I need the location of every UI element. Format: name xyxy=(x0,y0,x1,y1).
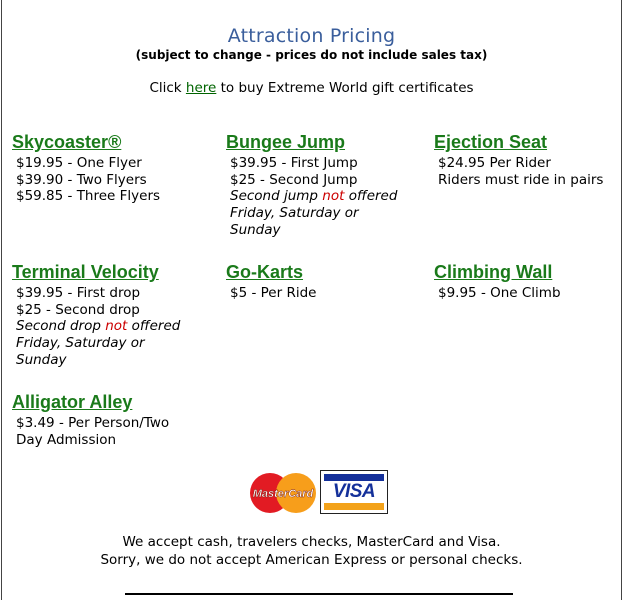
mastercard-logo xyxy=(248,472,318,514)
price-line: $9.95 - One Climb xyxy=(438,285,561,301)
note-text: Second jump xyxy=(230,188,323,205)
attraction-title: Bungee Jump xyxy=(226,132,346,152)
attraction-ejection-seat xyxy=(434,131,620,188)
price-line: $3.49 - Per Person/Two Day Admission xyxy=(16,415,170,448)
visa-blue-band xyxy=(324,474,384,481)
gift-prefix-text: Click xyxy=(149,80,186,96)
attraction-title: Terminal Velocity xyxy=(12,262,159,282)
attraction-title: Climbing Wall xyxy=(434,262,553,282)
restriction-note xyxy=(230,188,408,238)
price-line: $25 - Second Jump xyxy=(230,171,358,188)
attraction-title: Skycoaster® xyxy=(12,132,122,152)
price-line: $59.85 - Three Flyers xyxy=(16,188,161,205)
note-not: not xyxy=(105,318,128,335)
payment-not-accepted-text: Sorry, we do not accept American Express or personal checks. xyxy=(100,552,523,568)
attraction-terminal-velocity xyxy=(12,261,196,369)
visa-logo xyxy=(320,470,388,514)
price-line: $24.95 Per Rider xyxy=(438,155,551,171)
attraction-title: Go-Karts xyxy=(226,262,304,282)
mastercard-wordmark: MasterCard xyxy=(252,488,314,500)
note-text: offered Friday, Saturday or Sunday xyxy=(230,188,398,238)
payment-info xyxy=(0,533,623,569)
price-line: $39.90 - Two Flyers xyxy=(16,171,147,188)
note-text: Second drop xyxy=(16,318,106,335)
attraction-bungee-jump xyxy=(226,131,408,239)
attraction-go-karts xyxy=(226,261,408,302)
visa-wordmark: VISA xyxy=(332,481,376,502)
attraction-title: Alligator Alley xyxy=(12,392,133,412)
page-subtitle: (subject to change - prices do not include sales tax) xyxy=(135,48,488,62)
visa-gold-band xyxy=(324,503,384,510)
payment-accepted-text: We accept cash, travelers checks, MasterCard and Visa. xyxy=(122,534,501,550)
price-line: $5 - Per Ride xyxy=(230,285,317,301)
attraction-title: Ejection Seat xyxy=(434,132,548,152)
page-title: Attraction Pricing xyxy=(227,25,396,47)
restriction-note xyxy=(16,318,196,368)
price-line: $39.95 - First Jump xyxy=(230,155,358,171)
price-line: $19.95 - One Flyer xyxy=(16,155,142,171)
gift-suffix-text: to buy Extreme World gift certificates xyxy=(216,80,474,96)
gift-certificate-line xyxy=(0,80,623,96)
attraction-skycoaster xyxy=(12,131,206,205)
attraction-climbing-wall xyxy=(434,261,620,302)
gift-certificate-link[interactable]: here xyxy=(185,80,217,96)
price-line: $39.95 - First drop xyxy=(16,285,141,301)
note-not: not xyxy=(322,188,345,205)
price-line: $25 - Second drop xyxy=(16,301,140,318)
attraction-alligator-alley xyxy=(12,391,188,448)
bottom-divider xyxy=(125,593,513,595)
price-line: Riders must ride in pairs xyxy=(438,171,604,188)
note-text: offered Friday, Saturday or Sunday xyxy=(16,318,181,368)
